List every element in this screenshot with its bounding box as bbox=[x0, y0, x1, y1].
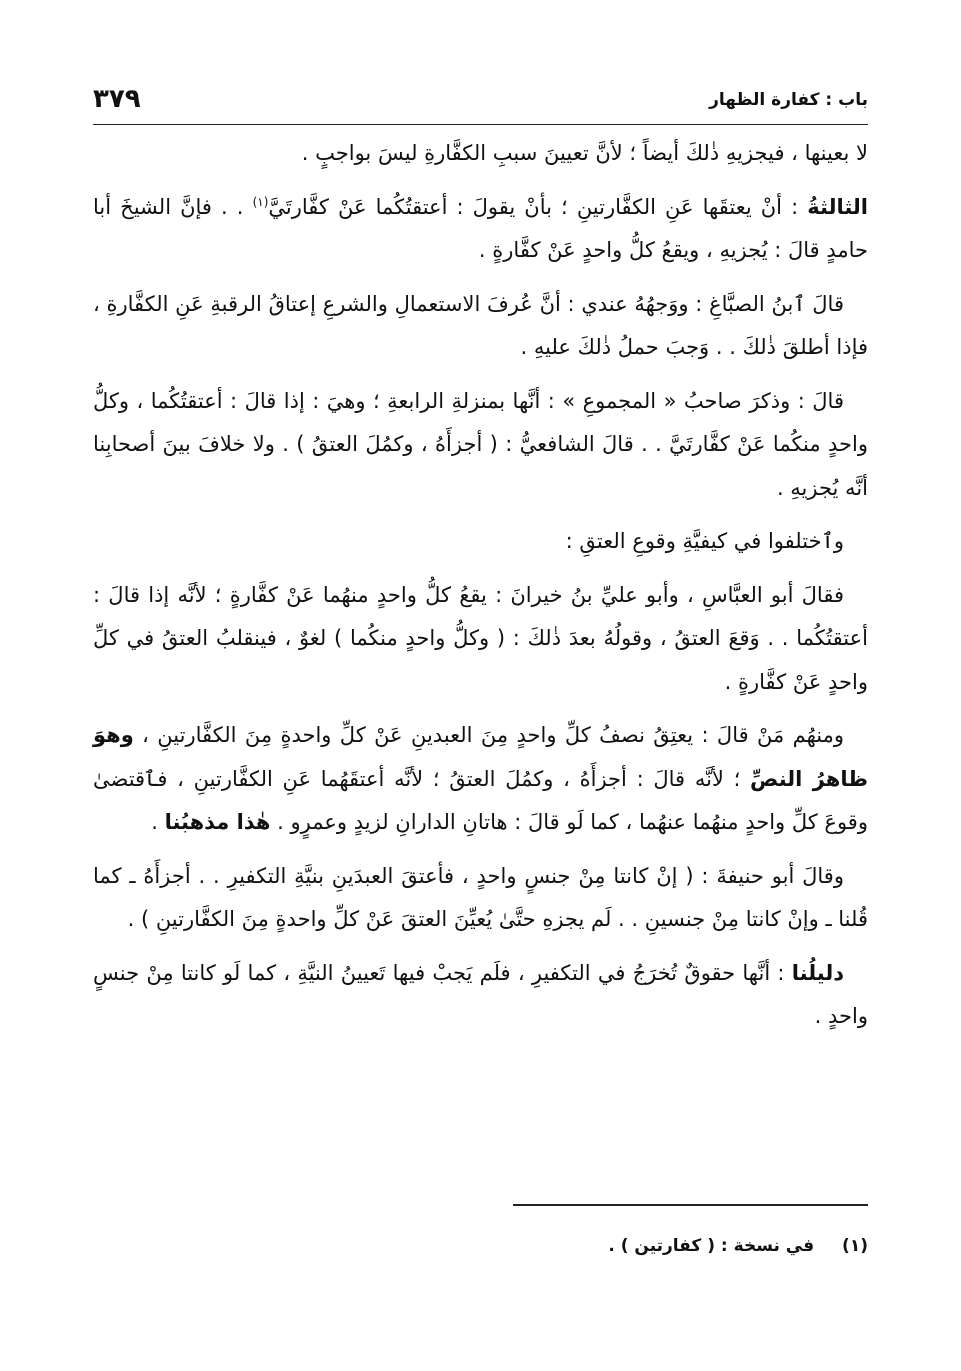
bold-term: هٰذا مذهبُنا bbox=[164, 810, 271, 834]
text-segment: . . فإنَّ الشيخَ أبا حامدٍ قالَ : يُجزيهِ ، ويقعُ كلُّ واحدٍ عَنْ كفَّارةٍ . bbox=[93, 194, 868, 262]
footnote-separator bbox=[513, 1204, 868, 1206]
paragraph bbox=[93, 186, 868, 273]
text-segment: قالَ : وذكرَ صاحبُ « المجموعِ » : أنَّها بمنزلةِ الرابعةِ ؛ وهيَ : إذا قالَ : أعتقتُكُما ، وكلُّ واحدٍ منكُما عَنْ كفَّارتَيَّ . . قالَ الشافعيُّ : ( أجزأَهُ ، وكمُلَ العتقُ ) . ولا خلافَ بينَ أصحابِنا أنَّه يُجزيهِ . bbox=[93, 388, 868, 500]
bold-term: دليلُنا bbox=[791, 960, 844, 985]
paragraph bbox=[93, 132, 868, 176]
paragraph bbox=[93, 574, 868, 705]
text-segment: لا بعينها ، فيجزيهِ ذٰلكَ أيضاً ؛ لأنَّ تعيينَ سببِ الكفَّارةِ ليسَ بواجبٍ . bbox=[301, 141, 868, 165]
bold-term: وهوَ ظاهرُ النصِّ bbox=[93, 723, 869, 791]
running-title: باب : كفارة الظهار bbox=[709, 90, 868, 110]
paragraph bbox=[93, 520, 868, 564]
bold-term: الثالثةُ bbox=[807, 194, 868, 219]
paragraph bbox=[93, 380, 868, 511]
text-segment: ؛ لأنَّه قالَ : أجزأَهُ ، وكمُلَ العتقُ ؛ لأنَّه أعتقَهُما عَنِ الكفَّارتينِ ، فٱقتضىٰ وقوعَ كلِّ واحدٍ منهُما عنهُما ، كما لَو قالَ : هاتانِ الدارانِ لزيدٍ وعمرٍو . bbox=[93, 766, 868, 834]
page-header bbox=[93, 84, 868, 125]
footnote-reference: (١) bbox=[252, 194, 269, 209]
text-segment: . bbox=[151, 810, 165, 834]
paragraph bbox=[93, 283, 868, 370]
text-segment: ومنهُم مَنْ قالَ : يعتِقُ نصفُ كلِّ واحدٍ مِنَ العبدينِ عَنْ كلِّ واحدةٍ مِنَ الكفَّارتينِ ، bbox=[133, 723, 844, 747]
text-segment: قالَ ٱبنُ الصبَّاغِ : ووَجهُهُ عندي : أنَّ عُرفَ الاستعمالِ والشرعِ إعتاقُ الرقبةِ عَنِ الكفَّارةِ ، فإذا أطلقَ ذٰلكَ . . وَجبَ حملُ ذٰلكَ عليهِ . bbox=[93, 291, 868, 359]
footnote bbox=[93, 1236, 868, 1256]
paragraph bbox=[93, 952, 868, 1039]
text-segment: : أنْ يعتقَها عَنِ الكفَّارتينِ ؛ بأنْ يقولَ : أعتقتُكُما عَنْ كفَّارتَيَّ bbox=[268, 194, 808, 219]
paragraph bbox=[93, 714, 868, 845]
text-segment: وٱختلفوا في كيفيَّةِ وقوعِ العتقِ : bbox=[565, 529, 844, 553]
page-number: ٣٧٩ bbox=[93, 84, 141, 114]
text-segment: فقالَ أبو العبَّاسِ ، وأبو عليِّ بنُ خيرانَ : يقعُ كلُّ واحدٍ منهُما عَنْ كفَّارةٍ ؛ لأنَّه إذا قالَ : أعتقتُكُما . . وَقعَ العتقُ ، وقولُهُ بعدَ ذٰلكَ : ( وكلُّ واحدٍ منكُما ) لغوٌ ، فينقلبُ العتقُ في كلِّ واحدٍ عَنْ كفَّارةٍ . bbox=[93, 582, 868, 694]
footnote-number: (١) bbox=[842, 1236, 868, 1256]
footnote-text: في نسخة : ( كفارتين ) . bbox=[608, 1236, 815, 1256]
paragraph bbox=[93, 855, 868, 942]
text-segment: : أنَّها حقوقٌ تُخرَجُ في التكفيرِ ، فلَم يَجبْ فيها تَعيينُ النيَّةِ ، كما لَو كانتا مِنْ جنسٍ واحدٍ . bbox=[93, 960, 868, 1028]
text-segment: وقالَ أبو حنيفةَ : ( إنْ كانتا مِنْ جنسٍ واحدٍ ، فأعتقَ العبدَينِ بنيَّةِ التكفيرِ . . أجزأَهُ ـ كما قُلنا ـ وإنْ كانتا مِنْ جنسينِ . . لَم يجزهِ حتَّىٰ يُعيِّنَ العتقَ عَنْ كلِّ واحدةٍ مِنَ الكفَّارتينِ ) . bbox=[93, 863, 868, 931]
body-text bbox=[93, 132, 868, 1049]
